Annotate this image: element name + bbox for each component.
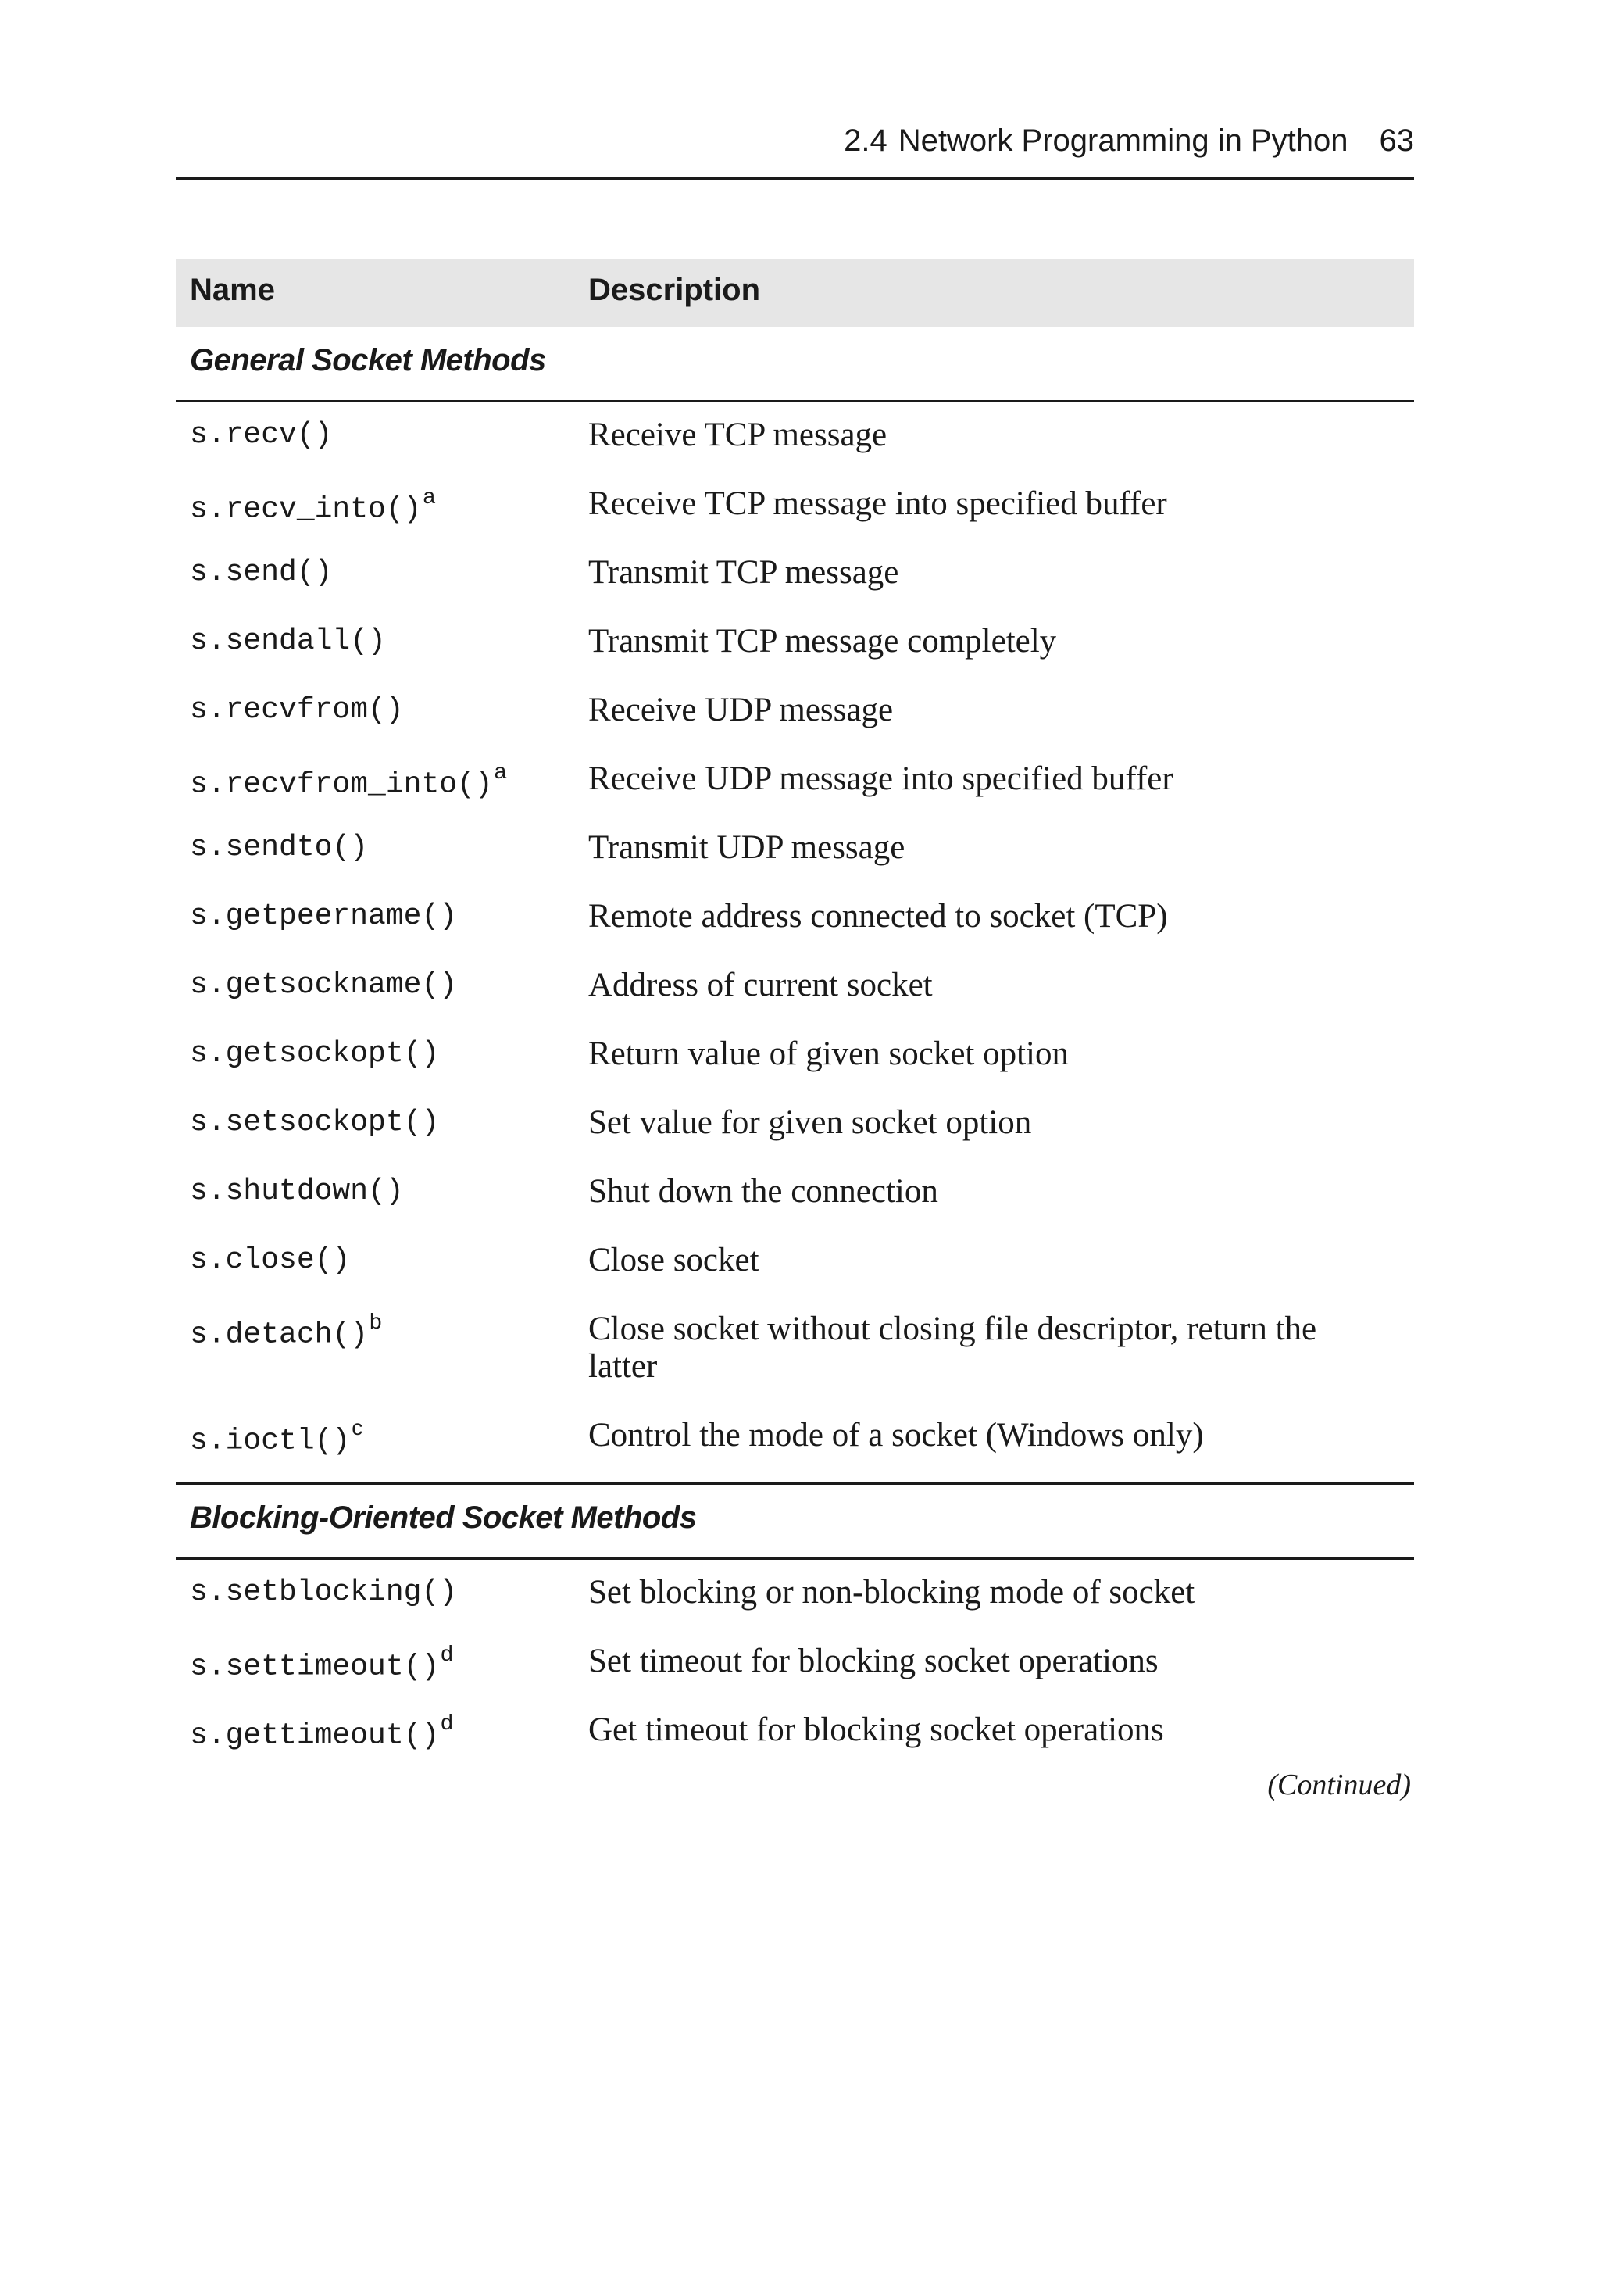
group-title-text: Blocking-Oriented Socket Methods: [190, 1500, 697, 1535]
method-name: [190, 831, 368, 864]
method-name-text: s.recvfrom_into(): [190, 767, 493, 802]
method-name-text: s.getpeername(): [190, 899, 458, 933]
method-description: Set timeout for blocking socket operations: [588, 1643, 1159, 1679]
table-row: [176, 551, 1414, 620]
method-name-text: s.sendall(): [190, 624, 386, 658]
method-description: Shut down the connection: [588, 1173, 938, 1210]
table-row: [176, 1307, 1414, 1414]
method-name-text: s.getsockopt(): [190, 1037, 440, 1071]
section-title: Network Programming in Python: [898, 123, 1348, 158]
footnote-marker: d: [441, 1641, 453, 1665]
method-name: [190, 1575, 457, 1609]
method-description: Address of current socket: [588, 967, 933, 1003]
method-description: Close socket: [588, 1242, 759, 1279]
table-row: [176, 1708, 1414, 1777]
method-name-text: s.recvfrom(): [190, 693, 404, 727]
method-name: [190, 759, 507, 802]
method-name: [190, 556, 332, 589]
group-title: [176, 327, 1414, 402]
table-row: [176, 1414, 1414, 1482]
method-name-text: s.ioctl(): [190, 1424, 351, 1458]
method-description: Receive TCP message: [588, 417, 888, 453]
method-name: [190, 1037, 439, 1071]
method-name-text: s.gettimeout(): [190, 1718, 440, 1753]
method-name: [190, 624, 386, 658]
method-description: Receive UDP message into specified buffer: [588, 760, 1173, 797]
method-description: Receive TCP message into specified buffer: [588, 485, 1167, 522]
table-row: [176, 1640, 1414, 1708]
method-name: [190, 1641, 453, 1684]
table-row: [176, 688, 1414, 757]
method-name: [190, 1415, 363, 1458]
method-name: [190, 968, 457, 1002]
method-name-text: s.shutdown(): [190, 1175, 404, 1208]
method-name: [190, 1309, 382, 1352]
method-name-text: s.settimeout(): [190, 1650, 440, 1684]
section-number: 2.4: [844, 123, 888, 158]
method-name: [190, 1175, 404, 1208]
method-description: Remote address connected to socket (TCP): [588, 898, 1168, 935]
method-description: Transmit TCP message: [588, 554, 899, 591]
method-name: [190, 418, 332, 452]
method-name-text: s.recv(): [190, 418, 333, 452]
method-name-text: s.close(): [190, 1243, 351, 1277]
table-row: [176, 964, 1414, 1032]
table-row: [176, 757, 1414, 826]
table-row: [176, 482, 1414, 551]
group-title: [176, 1485, 1414, 1560]
method-name-text: s.recv_into(): [190, 492, 422, 527]
table-row: [176, 826, 1414, 895]
group-body: [176, 1560, 1414, 1777]
table-body: [176, 327, 1414, 1777]
method-name: [190, 1710, 453, 1753]
method-name-text: s.send(): [190, 556, 333, 589]
column-header-description: Description: [588, 273, 761, 307]
method-description: Transmit TCP message completely: [588, 623, 1057, 660]
continued-label: (Continued): [1267, 1768, 1411, 1801]
group-body: [176, 402, 1414, 1485]
method-description: Close socket without closing file descriptor, return the latter: [588, 1311, 1317, 1385]
method-name: [190, 693, 404, 727]
method-name: [190, 1106, 439, 1139]
method-description: Transmit UDP message: [588, 829, 905, 866]
method-name: [190, 1243, 350, 1277]
method-name-text: s.setsockopt(): [190, 1106, 440, 1139]
table-header: [176, 259, 1414, 327]
method-description: Get timeout for blocking socket operations: [588, 1711, 1164, 1748]
footnote-marker: a: [494, 759, 507, 783]
table-row: [176, 1032, 1414, 1101]
table-row: [176, 895, 1414, 964]
footnote-marker: c: [352, 1415, 363, 1439]
footnote-marker: b: [370, 1309, 382, 1333]
footnote-marker: d: [441, 1710, 453, 1734]
table-row: [176, 1571, 1414, 1640]
method-description: Control the mode of a socket (Windows only): [588, 1417, 1204, 1454]
footnote-marker: a: [423, 484, 436, 508]
page-number: 63: [1379, 123, 1414, 158]
method-description: Set blocking or non-blocking mode of socket: [588, 1574, 1195, 1611]
method-name-text: s.setblocking(): [190, 1575, 458, 1609]
table-row: [176, 1239, 1414, 1307]
table-row: [176, 1101, 1414, 1170]
socket-methods-table: [176, 259, 1414, 1777]
table-row: [176, 1170, 1414, 1239]
table-row: [176, 413, 1414, 482]
method-description: Set value for given socket option: [588, 1104, 1032, 1141]
method-name: [190, 484, 436, 527]
method-description: Receive UDP message: [588, 692, 894, 728]
method-name-text: s.sendto(): [190, 831, 369, 864]
running-head: [176, 117, 1414, 180]
method-name-text: s.getsockname(): [190, 968, 458, 1002]
column-header-name: Name: [190, 273, 275, 307]
group-title-text: General Socket Methods: [190, 343, 546, 377]
method-description: Return value of given socket option: [588, 1035, 1069, 1072]
method-name: [190, 899, 457, 933]
running-head-text: [844, 123, 1414, 159]
method-name-text: s.detach(): [190, 1318, 369, 1352]
table-row: [176, 620, 1414, 688]
